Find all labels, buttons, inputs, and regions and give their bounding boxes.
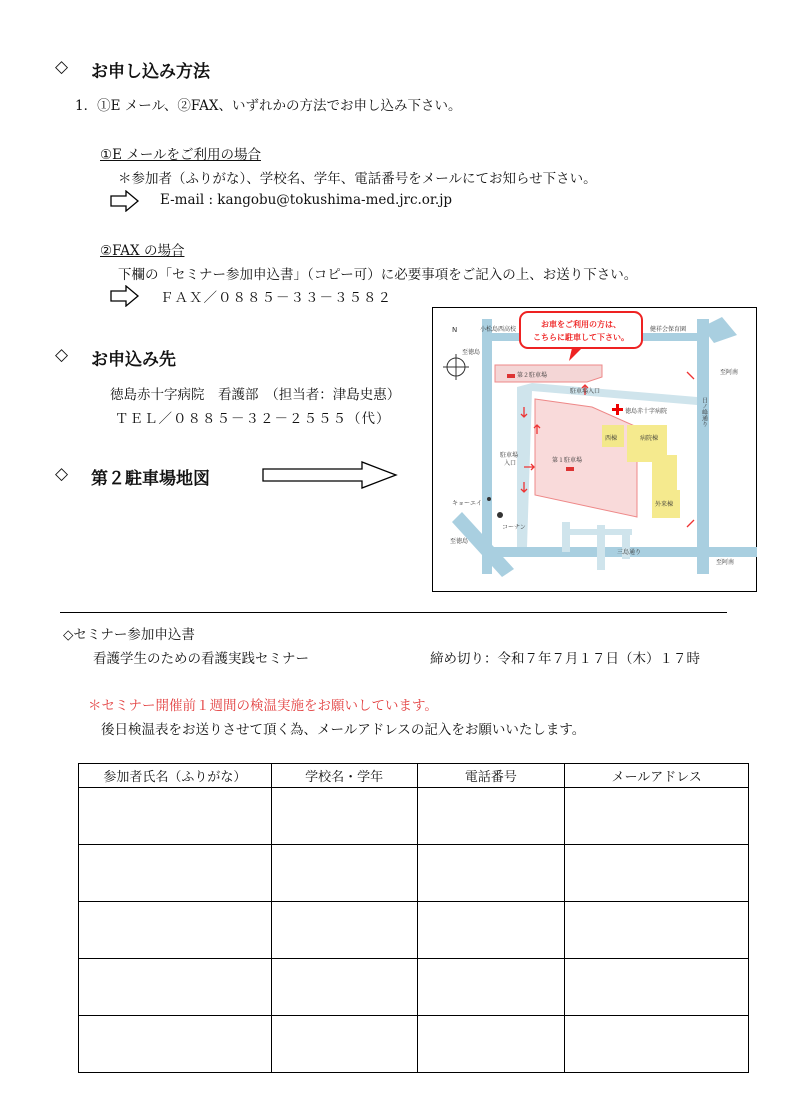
map-marker: [497, 512, 503, 518]
contact-tel: ＴＥＬ／０８８５－３２－２５５５（代）: [115, 411, 391, 427]
map-label-to-tokushima-bottom: 至徳島: [450, 538, 469, 545]
name-cell[interactable]: [79, 959, 272, 1016]
big-right-arrow-icon: [262, 460, 400, 490]
map-callout-line1: お車をご利用の方は、: [541, 320, 621, 329]
diamond-icon: ◇: [55, 464, 69, 484]
map-label-outpatient: 外来棟: [655, 501, 674, 508]
phone-cell[interactable]: [417, 788, 565, 845]
email-cell[interactable]: [565, 959, 749, 1016]
map-label-entrance-left2: 入口: [504, 460, 517, 467]
map-label-ward: 病院棟: [640, 435, 659, 442]
name-cell[interactable]: [79, 788, 272, 845]
map-label-clinic: 健祥会保育園: [650, 326, 687, 333]
email-cell[interactable]: [565, 902, 749, 959]
name-cell[interactable]: [79, 1016, 272, 1073]
map-label-hinomine: 日ノ峰通り: [700, 397, 708, 427]
map-label-to-anan-bottom: 至阿南: [716, 559, 735, 566]
table-row: [79, 1016, 749, 1073]
email-note: ＊参加者（ふりがな）、学校名、学年、電話番号をメールにてお知らせ下さい。: [118, 171, 597, 187]
parking-map: [432, 307, 757, 592]
map-road: [562, 522, 570, 552]
fax-heading: ②FAX の場合: [100, 243, 185, 259]
table-header-row: [79, 764, 749, 788]
email-cell[interactable]: [565, 845, 749, 902]
map-road: [697, 319, 709, 574]
map-label-hospital: 徳島赤十字病院: [625, 408, 668, 415]
map-callout-line2: こちらに駐車して下さい。: [533, 333, 629, 342]
diamond-icon: ◇: [55, 345, 69, 365]
map-label-kyoei: キョーエイ: [452, 500, 483, 507]
table-row: [79, 845, 749, 902]
map-label-to-tokushima: 至徳島: [462, 349, 481, 356]
contact-org: 徳島赤十字病院 看護部 （担当者：津島史惠）: [110, 387, 401, 403]
name-cell[interactable]: [79, 845, 272, 902]
map-label-parking2: 第２駐車場: [517, 372, 548, 379]
temperature-notice: ＊セミナー開催前１週間の検温実施をお願いしています。: [88, 698, 438, 714]
phone-cell[interactable]: [417, 845, 565, 902]
phone-cell[interactable]: [417, 902, 565, 959]
col-header-phone: 電話番号: [417, 764, 565, 788]
application-table: [78, 763, 749, 1073]
map-label-entrance-left1: 駐車場: [500, 452, 519, 459]
map-north: N: [452, 326, 458, 334]
map-label-konan: コーナン: [502, 524, 526, 531]
phone-cell[interactable]: [417, 959, 565, 1016]
col-header-name: 参加者氏名（ふりがな）: [79, 764, 272, 788]
school-cell[interactable]: [271, 845, 417, 902]
phone-cell[interactable]: [417, 1016, 565, 1073]
map-label-sanbi: 三島通り: [617, 549, 642, 556]
form-title: ◇セミナー参加申込書: [63, 627, 195, 643]
right-arrow-icon: [110, 285, 140, 307]
map-label-to-anan: 至阿南: [720, 369, 739, 376]
map-parking2: [495, 365, 602, 382]
school-cell[interactable]: [271, 788, 417, 845]
table-row: [79, 959, 749, 1016]
school-cell[interactable]: [271, 959, 417, 1016]
map-label-parking1: 第１駐車場: [552, 457, 583, 464]
map-label-parking-entrance: 駐車場入口: [570, 388, 601, 395]
apply-method-heading: お申し込み方法: [91, 62, 210, 82]
fax-number: ＦＡＸ／０８８５－３３－３５８２: [160, 290, 392, 306]
parking-map-heading: 第２駐車場地図: [91, 469, 210, 489]
divider: [60, 612, 727, 613]
right-arrow-icon: [110, 190, 140, 212]
map-road: [562, 529, 632, 535]
email-address[interactable]: E-mail : kangobu@tokushima-med.jrc.or.jp: [160, 192, 453, 208]
map-label-west-wing: 西棟: [605, 435, 618, 442]
diamond-icon: ◇: [55, 57, 69, 77]
table-row: [79, 902, 749, 959]
deadline: 締め切り：令和７年７月１７日（木）１７時: [430, 651, 700, 667]
email-heading: ①E メールをご利用の場合: [100, 147, 261, 163]
col-header-school: 学校名・学年: [271, 764, 417, 788]
contact-heading: お申込み先: [91, 350, 176, 370]
map-marker: [487, 497, 491, 501]
seminar-name: 看護学生のための看護実践セミナー: [93, 651, 309, 667]
temperature-notice-sub: 後日検温表をお送りさせて頂く為、メールアドレスの記入をお願いいたします。: [101, 722, 586, 738]
fax-note: 下欄の「セミナー参加申込書」（コピー可）に必要事項をご記入の上、お送り下さい。: [118, 267, 638, 283]
email-cell[interactable]: [565, 1016, 749, 1073]
col-header-email: メールアドレス: [565, 764, 749, 788]
school-cell[interactable]: [271, 1016, 417, 1073]
map-callout: [520, 312, 642, 348]
name-cell[interactable]: [79, 902, 272, 959]
map-label-school: 小松島西高校: [480, 326, 517, 333]
school-cell[interactable]: [271, 902, 417, 959]
email-cell[interactable]: [565, 788, 749, 845]
table-row: [79, 788, 749, 845]
apply-intro: 1．①E メール、②FAX、いずれかの方法でお申し込み下さい。: [75, 98, 462, 114]
